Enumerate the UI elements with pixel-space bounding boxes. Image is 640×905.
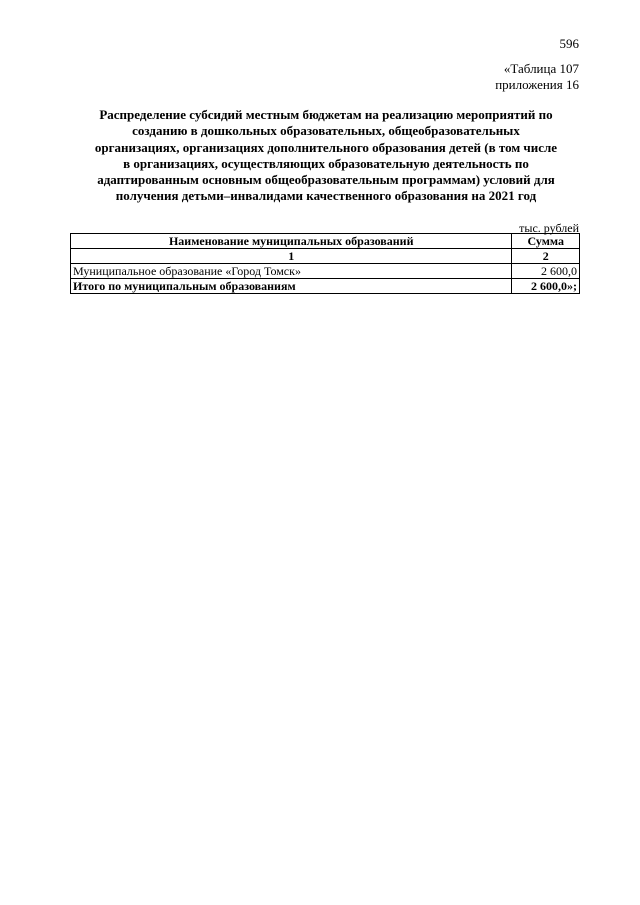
row-name-cell: Муниципальное образование «Город Томск» (71, 264, 512, 279)
title-line-4: в организациях, осуществляющих образовательную деятельность по (123, 155, 529, 171)
title-line-5: адаптированным основным общеобразовательным программам) условий для (97, 172, 555, 188)
row-amount-cell: 2 600,0 (512, 264, 580, 279)
total-name-cell: Итого по муниципальным образованиям (71, 279, 512, 294)
total-row (71, 279, 580, 294)
title-line-1: Распределение субсидий местным бюджетам на реализацию мероприятий по (99, 107, 553, 122)
unit-label: тыс. рублей (519, 221, 579, 235)
header-amount-cell: Сумма (512, 234, 580, 249)
table-row (71, 264, 580, 279)
index-name-cell: 1 (71, 249, 512, 264)
page-number: 596 (559, 36, 579, 51)
column-index-row (71, 249, 580, 264)
table-reference (495, 61, 579, 93)
table-header-row (71, 234, 580, 249)
header-name-cell: Наименование муниципальных образований (71, 234, 512, 249)
total-amount-cell: 2 600,0»; (512, 279, 580, 294)
title-line-6: получения детьми–инвалидами качественного образования на 2021 год (115, 188, 537, 204)
document-title (70, 107, 582, 205)
table-reference-line-2: приложения 16 (495, 77, 579, 92)
table-reference-line-1: «Таблица 107 (503, 61, 579, 76)
title-line-2: созданию в дошкольных образовательных, общеобразовательных (132, 123, 520, 139)
index-amount-cell: 2 (512, 249, 580, 264)
subsidy-table (70, 233, 580, 294)
title-line-3: организациях, организациях дополнительного образования детей (в том числе (94, 139, 558, 155)
